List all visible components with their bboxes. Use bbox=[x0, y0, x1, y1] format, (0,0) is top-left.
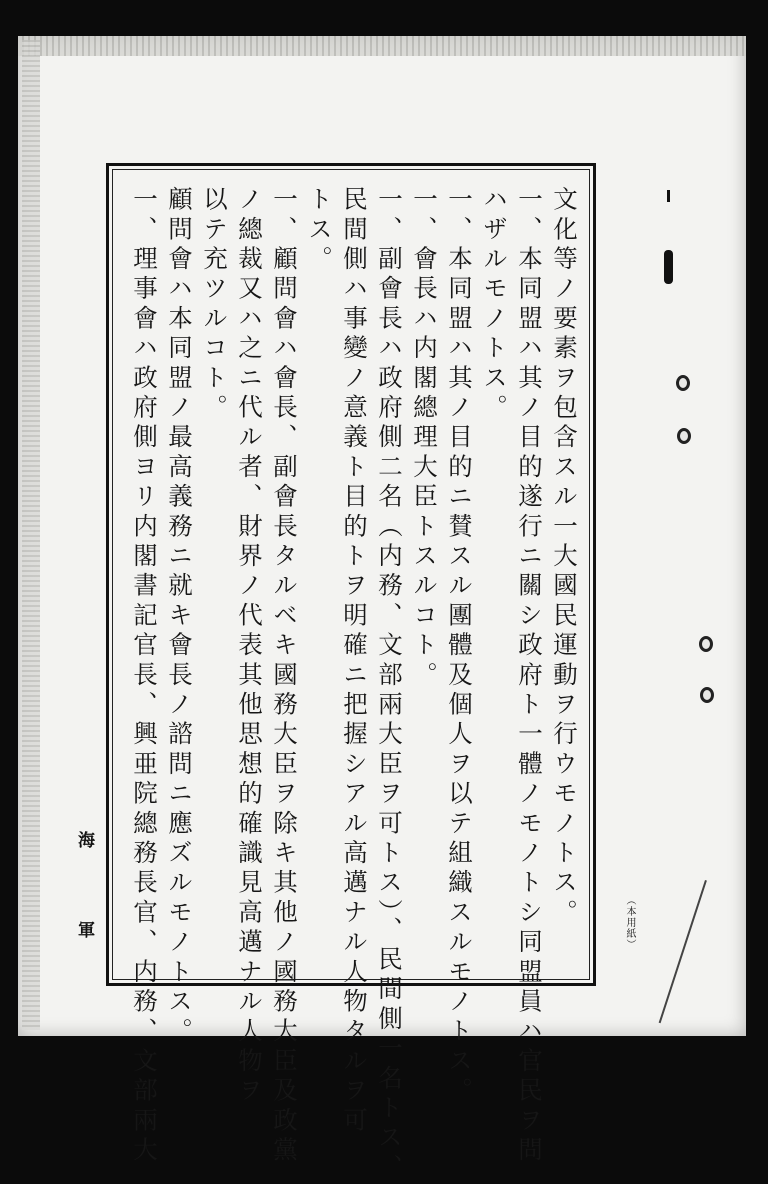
text-column: 一、副會長ハ政府側二名（内務、文部兩大臣ヲ可トス）、民間側一名トス、 bbox=[375, 186, 404, 1184]
text-column: 顧問會ハ本同盟ノ最高義務ニ就キ會長ノ諮問ニ應ズルモノトス。 bbox=[165, 186, 194, 1048]
text-column: ハザルモノトス。 bbox=[480, 186, 509, 424]
margin-label-bottom: 軍 bbox=[78, 921, 95, 941]
binding-hole bbox=[676, 375, 690, 391]
text-column: 一、會長ハ内閣總理大臣トスルコト。 bbox=[410, 186, 439, 691]
text-column: 一、理事會ハ政府側ヨリ内閣書記官長、興亜院總務長官、内務、文部兩大 bbox=[130, 186, 159, 1167]
paper-left-edge bbox=[22, 40, 40, 1030]
text-column: 一、本同盟ハ其ノ目的ニ賛スル團體及個人ヲ以テ組織スルモノトス。 bbox=[445, 186, 474, 1107]
text-column: ノ總裁又ハ之ニ代ル者、財界ノ代表其他思想的確識見高邁ナル人物ヲ bbox=[235, 186, 264, 1107]
binding-hole bbox=[677, 428, 691, 444]
binding-mark bbox=[664, 250, 673, 284]
binding-mark bbox=[667, 190, 670, 202]
text-column: 文化等ノ要素ヲ包含スル一大國民運動ヲ行ウモノトス。 bbox=[550, 186, 579, 929]
text-column: 民間側ハ事變ノ意義ト目的トヲ明確ニ把握シアル高邁ナル人物タルヲ可 bbox=[340, 186, 369, 1137]
paper-top-edge bbox=[18, 36, 746, 56]
margin-label-top: 海 bbox=[78, 831, 95, 851]
binding-hole bbox=[699, 636, 713, 652]
text-column: 一、顧問會ハ會長、副會長タルベキ國務大臣ヲ除キ其他ノ國務大臣及政黨 bbox=[270, 186, 299, 1167]
text-column: 一、本同盟ハ其ノ目的遂行ニ關シ政府ト一體ノモノトシ同盟員ハ官民ヲ問 bbox=[515, 186, 544, 1167]
paper-stamp: （本用紙） bbox=[624, 895, 635, 950]
binding-hole bbox=[700, 687, 714, 703]
text-column: 以テ充ツルコト。 bbox=[200, 186, 229, 424]
text-column: トス。 bbox=[305, 186, 334, 276]
